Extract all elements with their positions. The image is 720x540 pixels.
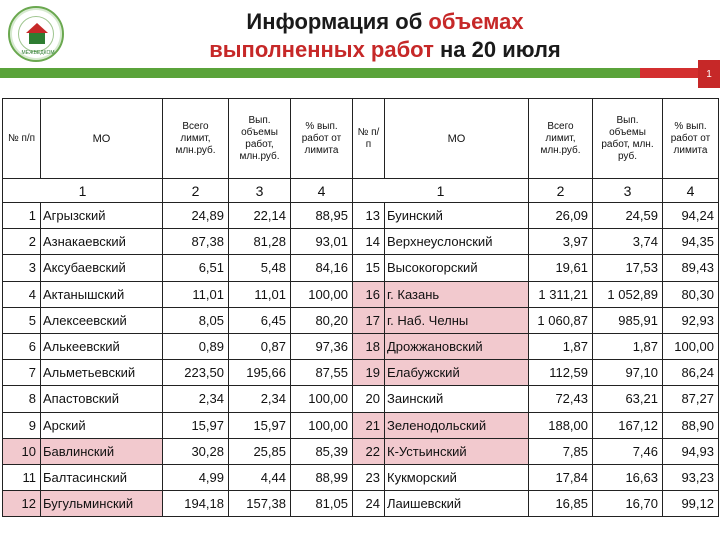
index-cell: 3 bbox=[229, 179, 291, 203]
index-cell: 2 bbox=[163, 179, 229, 203]
total-limit-cell: 223,50 bbox=[163, 360, 229, 386]
row-num-cell: 15 bbox=[353, 255, 385, 281]
vol-done-cell: 1 052,89 bbox=[593, 281, 663, 307]
total-limit-cell: 1 060,87 bbox=[529, 307, 593, 333]
row-num-cell: 24 bbox=[353, 491, 385, 517]
mo-name-cell: г. Казань bbox=[385, 281, 529, 307]
pct-cell: 92,93 bbox=[663, 307, 719, 333]
total-limit-cell: 30,28 bbox=[163, 438, 229, 464]
vol-done-cell: 17,53 bbox=[593, 255, 663, 281]
row-num-cell: 22 bbox=[353, 438, 385, 464]
total-limit-cell: 4,99 bbox=[163, 464, 229, 490]
total-limit-cell: 15,97 bbox=[163, 412, 229, 438]
row-num-cell: 9 bbox=[3, 412, 41, 438]
vol-done-cell: 2,34 bbox=[229, 386, 291, 412]
row-num-cell: 1 bbox=[3, 203, 41, 229]
pct-cell: 97,36 bbox=[291, 333, 353, 359]
pct-cell: 87,55 bbox=[291, 360, 353, 386]
pct-cell: 100,00 bbox=[291, 412, 353, 438]
index-row bbox=[3, 179, 719, 203]
mo-name-cell: г. Наб. Челны bbox=[385, 307, 529, 333]
stripe-green bbox=[0, 68, 640, 78]
mo-name-cell: Азнакаевский bbox=[41, 229, 163, 255]
pct-cell: 86,24 bbox=[663, 360, 719, 386]
page-title bbox=[100, 8, 670, 64]
row-num-cell: 17 bbox=[353, 307, 385, 333]
table-row bbox=[3, 360, 719, 386]
table-row bbox=[3, 281, 719, 307]
row-num-cell: 19 bbox=[353, 360, 385, 386]
pct-cell: 89,43 bbox=[663, 255, 719, 281]
mo-name-cell: Буинский bbox=[385, 203, 529, 229]
col-total-limit-2: Всего лимит, млн.руб. bbox=[529, 99, 593, 179]
total-limit-cell: 19,61 bbox=[529, 255, 593, 281]
index-cell: 3 bbox=[593, 179, 663, 203]
pct-cell: 99,12 bbox=[663, 491, 719, 517]
row-num-cell: 11 bbox=[3, 464, 41, 490]
index-cell: 1 bbox=[3, 179, 163, 203]
index-cell: 1 bbox=[353, 179, 529, 203]
row-num-cell: 3 bbox=[3, 255, 41, 281]
total-limit-cell: 3,97 bbox=[529, 229, 593, 255]
total-limit-cell: 24,89 bbox=[163, 203, 229, 229]
mo-name-cell: Апастовский bbox=[41, 386, 163, 412]
col-num-2: № п/п bbox=[353, 99, 385, 179]
vol-done-cell: 167,12 bbox=[593, 412, 663, 438]
col-vol-done-2: Вып. объемы работ, млн. руб. bbox=[593, 99, 663, 179]
vol-done-cell: 16,63 bbox=[593, 464, 663, 490]
mo-name-cell: Высокогорский bbox=[385, 255, 529, 281]
pct-cell: 88,95 bbox=[291, 203, 353, 229]
vol-done-cell: 0,87 bbox=[229, 333, 291, 359]
row-num-cell: 7 bbox=[3, 360, 41, 386]
vol-done-cell: 81,28 bbox=[229, 229, 291, 255]
total-limit-cell: 1 311,21 bbox=[529, 281, 593, 307]
mo-name-cell: Арский bbox=[41, 412, 163, 438]
total-limit-cell: 8,05 bbox=[163, 307, 229, 333]
total-limit-cell: 6,51 bbox=[163, 255, 229, 281]
row-num-cell: 20 bbox=[353, 386, 385, 412]
pct-cell: 93,23 bbox=[663, 464, 719, 490]
mo-name-cell: К-Устьинский bbox=[385, 438, 529, 464]
vol-done-cell: 6,45 bbox=[229, 307, 291, 333]
total-limit-cell: 0,89 bbox=[163, 333, 229, 359]
vol-done-cell: 985,91 bbox=[593, 307, 663, 333]
mo-name-cell: Агрызский bbox=[41, 203, 163, 229]
mo-name-cell: Актанышский bbox=[41, 281, 163, 307]
total-limit-cell: 16,85 bbox=[529, 491, 593, 517]
vol-done-cell: 25,85 bbox=[229, 438, 291, 464]
row-num-cell: 10 bbox=[3, 438, 41, 464]
row-num-cell: 4 bbox=[3, 281, 41, 307]
total-limit-cell: 11,01 bbox=[163, 281, 229, 307]
table-row bbox=[3, 464, 719, 490]
mo-name-cell: Алексеевский bbox=[41, 307, 163, 333]
total-limit-cell: 17,84 bbox=[529, 464, 593, 490]
total-limit-cell: 188,00 bbox=[529, 412, 593, 438]
row-num-cell: 21 bbox=[353, 412, 385, 438]
vol-done-cell: 3,74 bbox=[593, 229, 663, 255]
vol-done-cell: 11,01 bbox=[229, 281, 291, 307]
vol-done-cell: 97,10 bbox=[593, 360, 663, 386]
table-row bbox=[3, 229, 719, 255]
pct-cell: 94,35 bbox=[663, 229, 719, 255]
vol-done-cell: 63,21 bbox=[593, 386, 663, 412]
pct-cell: 81,05 bbox=[291, 491, 353, 517]
emblem-label: МЕЖВЕДКОМ bbox=[21, 50, 55, 56]
table-row bbox=[3, 412, 719, 438]
page-number-badge: 1 bbox=[698, 60, 720, 88]
pct-cell: 100,00 bbox=[291, 281, 353, 307]
col-pct: % вып. работ от лимита bbox=[291, 99, 353, 179]
vol-done-cell: 22,14 bbox=[229, 203, 291, 229]
pct-cell: 100,00 bbox=[291, 386, 353, 412]
total-limit-cell: 112,59 bbox=[529, 360, 593, 386]
house-icon bbox=[29, 33, 45, 44]
row-num-cell: 23 bbox=[353, 464, 385, 490]
table-row bbox=[3, 333, 719, 359]
mo-name-cell: Балтасинский bbox=[41, 464, 163, 490]
vol-done-cell: 157,38 bbox=[229, 491, 291, 517]
index-cell: 4 bbox=[291, 179, 353, 203]
table-row bbox=[3, 491, 719, 517]
total-limit-cell: 26,09 bbox=[529, 203, 593, 229]
col-vol-done: Вып. объемы работ, млн.руб. bbox=[229, 99, 291, 179]
vol-done-cell: 5,48 bbox=[229, 255, 291, 281]
pct-cell: 87,27 bbox=[663, 386, 719, 412]
mo-name-cell: Аксубаевский bbox=[41, 255, 163, 281]
pct-cell: 88,90 bbox=[663, 412, 719, 438]
title-part-3: выполненных работ bbox=[209, 37, 434, 62]
pct-cell: 94,93 bbox=[663, 438, 719, 464]
title-part-4: на 20 июля bbox=[433, 37, 561, 62]
pct-cell: 80,20 bbox=[291, 307, 353, 333]
row-num-cell: 14 bbox=[353, 229, 385, 255]
table-row bbox=[3, 307, 719, 333]
row-num-cell: 13 bbox=[353, 203, 385, 229]
total-limit-cell: 72,43 bbox=[529, 386, 593, 412]
index-cell: 2 bbox=[529, 179, 593, 203]
table-row bbox=[3, 386, 719, 412]
house-roof-icon bbox=[26, 23, 48, 33]
mo-name-cell: Альметьевский bbox=[41, 360, 163, 386]
row-num-cell: 8 bbox=[3, 386, 41, 412]
pct-cell: 84,16 bbox=[291, 255, 353, 281]
vol-done-cell: 4,44 bbox=[229, 464, 291, 490]
title-part-1: Информация об bbox=[246, 9, 429, 34]
col-total-limit: Всего лимит, млн.руб. bbox=[163, 99, 229, 179]
mo-name-cell: Верхнеуслонский bbox=[385, 229, 529, 255]
emblem-logo bbox=[8, 6, 64, 62]
mo-name-cell: Зеленодольский bbox=[385, 412, 529, 438]
row-num-cell: 12 bbox=[3, 491, 41, 517]
works-table bbox=[2, 98, 719, 517]
total-limit-cell: 2,34 bbox=[163, 386, 229, 412]
title-part-2: объемах bbox=[428, 9, 524, 34]
vol-done-cell: 7,46 bbox=[593, 438, 663, 464]
pct-cell: 88,99 bbox=[291, 464, 353, 490]
pct-cell: 94,24 bbox=[663, 203, 719, 229]
col-mo-2: МО bbox=[385, 99, 529, 179]
table-row bbox=[3, 203, 719, 229]
col-num: № п/п bbox=[3, 99, 41, 179]
mo-name-cell: Бавлинский bbox=[41, 438, 163, 464]
vol-done-cell: 195,66 bbox=[229, 360, 291, 386]
col-pct-2: % вып. работ от лимита bbox=[663, 99, 719, 179]
row-num-cell: 5 bbox=[3, 307, 41, 333]
mo-name-cell: Кукморский bbox=[385, 464, 529, 490]
vol-done-cell: 1,87 bbox=[593, 333, 663, 359]
total-limit-cell: 1,87 bbox=[529, 333, 593, 359]
row-num-cell: 18 bbox=[353, 333, 385, 359]
row-num-cell: 2 bbox=[3, 229, 41, 255]
pct-cell: 85,39 bbox=[291, 438, 353, 464]
mo-name-cell: Алькеевский bbox=[41, 333, 163, 359]
col-mo: МО bbox=[41, 99, 163, 179]
mo-name-cell: Елабужский bbox=[385, 360, 529, 386]
mo-name-cell: Бугульминский bbox=[41, 491, 163, 517]
vol-done-cell: 15,97 bbox=[229, 412, 291, 438]
total-limit-cell: 7,85 bbox=[529, 438, 593, 464]
pct-cell: 80,30 bbox=[663, 281, 719, 307]
index-cell: 4 bbox=[663, 179, 719, 203]
header-row bbox=[3, 99, 719, 179]
mo-name-cell: Лаишевский bbox=[385, 491, 529, 517]
row-num-cell: 16 bbox=[353, 281, 385, 307]
mo-name-cell: Заинский bbox=[385, 386, 529, 412]
vol-done-cell: 24,59 bbox=[593, 203, 663, 229]
header-stripe bbox=[0, 68, 720, 78]
table-row bbox=[3, 438, 719, 464]
total-limit-cell: 194,18 bbox=[163, 491, 229, 517]
pct-cell: 100,00 bbox=[663, 333, 719, 359]
table-row bbox=[3, 255, 719, 281]
mo-name-cell: Дрожжановский bbox=[385, 333, 529, 359]
pct-cell: 93,01 bbox=[291, 229, 353, 255]
total-limit-cell: 87,38 bbox=[163, 229, 229, 255]
vol-done-cell: 16,70 bbox=[593, 491, 663, 517]
row-num-cell: 6 bbox=[3, 333, 41, 359]
